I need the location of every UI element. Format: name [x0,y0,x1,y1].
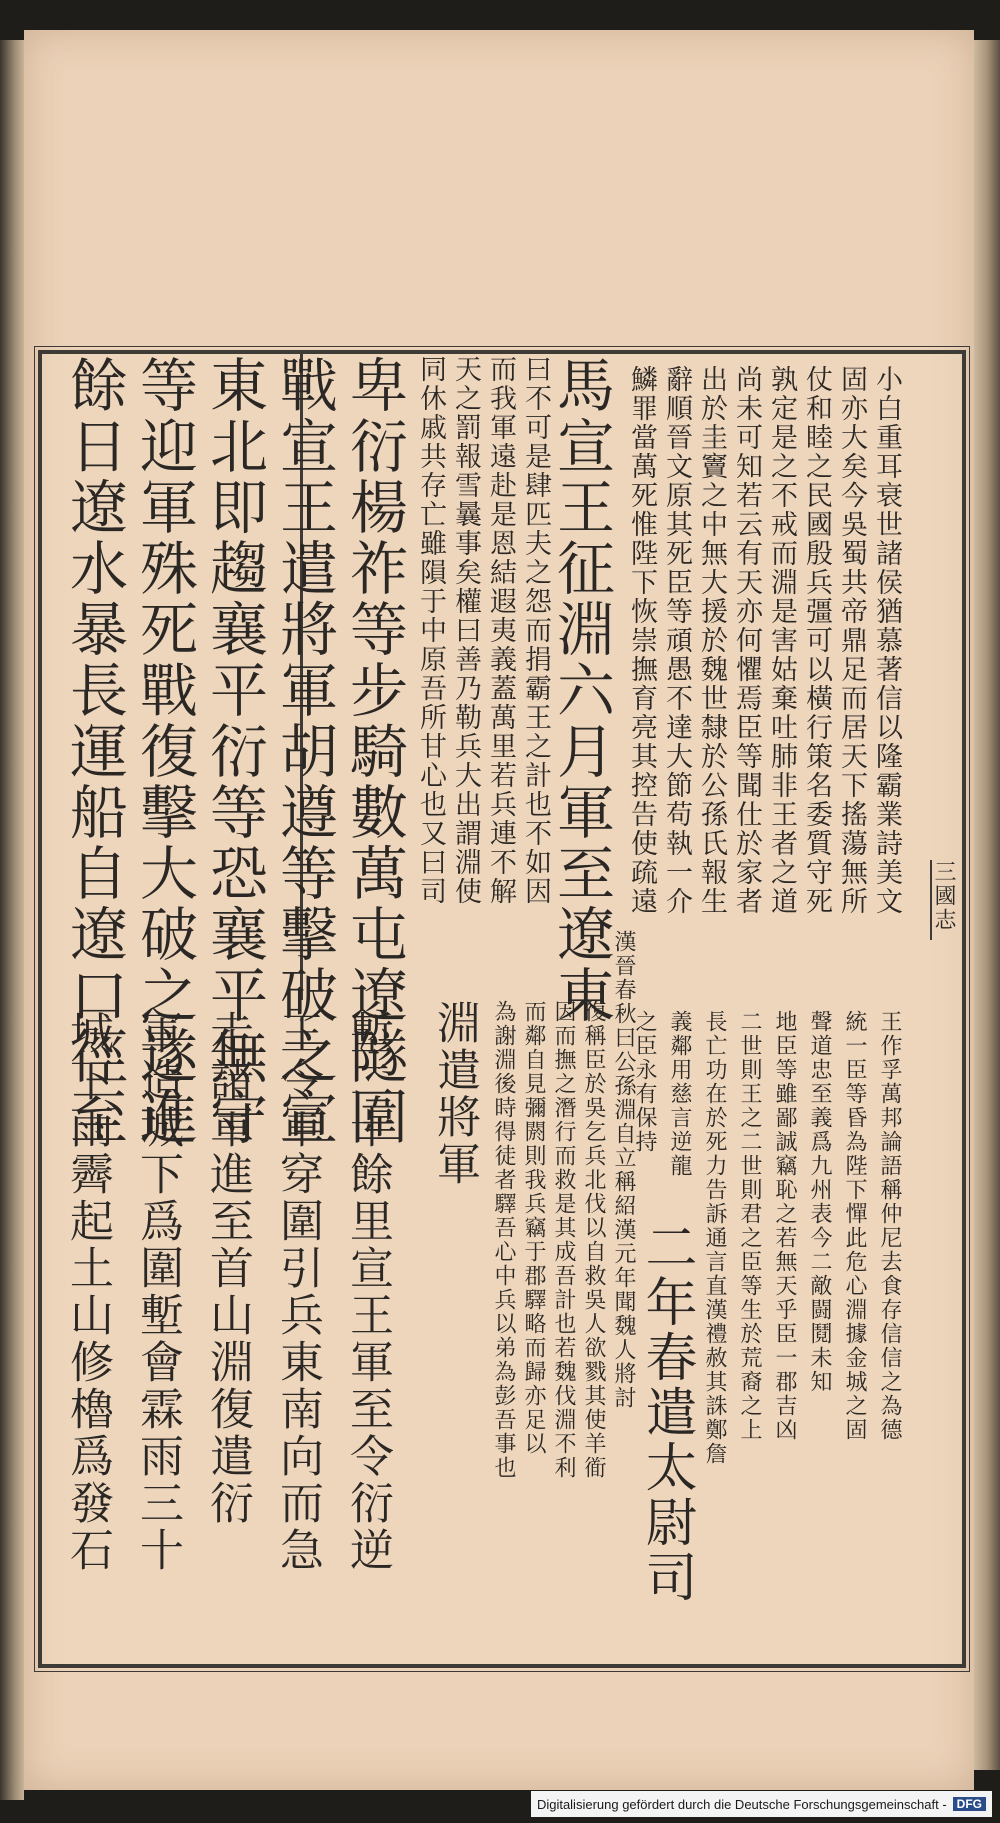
lower-small-column-2: 統一臣等昏為陛下憚此危心淵據金城之固 [842,1010,867,1442]
page-edge [974,40,1000,1770]
main-column-4: 天之罰報雪曩事矣權曰善乃勒兵大出謂淵使 [450,355,481,906]
header-column-2: 固亦大矣今吳蜀共帝鼎足而居天下搖蕩無所 [836,365,867,916]
lower-big-column-3: 王令軍穿圍引兵東南向而急 [272,1010,323,1574]
notes-column-2: 復稱臣於吳乞兵北伐以自救吳人欲戮其使羊衜 [581,1000,606,1480]
header-column-4: 孰定是之不戒而淵是害姑棄吐肺非王者之道 [766,365,797,916]
header-column-7: 辭順晉文原其死臣等頑愚不達大節苟執一介 [661,365,692,916]
main-column-8: 東北即趨襄平衍等恐襄平無守 [200,355,268,1148]
main-column-3: 而我軍遠赴是恩結遐夷義蓋萬里若兵連不解 [485,355,516,906]
lower-small-column-8: 之臣永有保持 [632,1010,657,1154]
main-column-7: 戰宣王遣將軍胡遵等擊破之宣 [270,355,338,1148]
notes-column-5: 為謝淵後時得徒者驛吾心中兵以弟為彭吾事也 [491,1000,516,1480]
header-column-5: 尚未可知若云有天亦何懼焉臣等聞仕於家者 [731,365,762,916]
main-column-5: 同休戚共存亡雖隕于中原吾所甘心也又曰司 [415,355,446,906]
main-column-6: 卑衍楊祚等步騎數萬屯遼隧圍 [340,355,408,1148]
lower-small-column-7: 義鄰用慈言逆龍 [667,1010,692,1178]
lower-big-column-4: 走諸軍進至首山淵復遣衍 [202,1010,253,1527]
sheet-margin-mark [930,860,972,940]
lower-big-column-5: 軍造城下爲圍塹會霖雨三十 [132,1010,183,1574]
lower-small-column-3: 聲道忠至義爲九州表今二敵闘鬩未知 [807,1010,832,1394]
sheet-mark-text: 三國志 [931,860,956,932]
digitization-credit [531,1791,992,1817]
credit-text: Digitalisierung gefördert durch die Deutsche Forschungsgemeinschaft - [536,1796,947,1812]
lower-small-column-1: 王作孚萬邦論語稱仲尼去食存信信之為德 [877,1010,902,1442]
notes-column-6: 淵遣將軍 [429,1000,480,1188]
dfg-logo: DFG [953,1797,986,1811]
main-column-10: 餘日遼水暴長運船自遼口徑至 [60,355,128,1148]
header-column-8: 鱗罪當萬死惟陛下恢崇撫育亮其控告使疏遠 [626,365,657,916]
notes-column-1: 漢晉春秋曰公孫淵自立稱紹漢元年聞魏人將討 [611,930,636,1410]
main-column-9: 等迎軍殊死戰復擊大破之遂進 [130,355,198,1148]
notes-column-4: 而鄰自見彌閼則我兵竊于郡驛略而歸亦足以 [521,1000,546,1456]
main-column-1: 馬宣王征淵六月軍至遼東 [547,355,615,1026]
lower-big-column-6: 城下雨霽起土山修櫓爲發石 [62,1010,113,1574]
lower-small-column-4: 地臣等雖鄙誠竊恥之若無天乎臣一郡吉凶 [772,1010,797,1442]
lower-small-column-6: 長亡功在於死力告訴通言直漢禮赦其誅鄭詹 [702,1010,727,1466]
header-column-3: 仗和睦之民國殷兵彊可以橫行策名委質守死 [801,365,832,916]
main-column-2: 曰不可是肆匹夫之怨而捐霸王之計也不如因 [520,355,551,906]
lower-big-column-2: 塹二十餘里宣王軍至令衍逆 [342,1010,393,1574]
notes-column-3: 因而撫之潛行而救是其成吾計也若魏伐淵不利 [551,1000,576,1480]
book-spine [0,40,24,1800]
header-column-1: 小白重耳衰世諸侯猶慕著信以隆霸業詩美文 [871,365,902,916]
lower-big-column-1: 二年春遣太尉司 [636,1220,696,1605]
header-column-6: 出於圭竇之中無大援於魏世隸於公孫氏報生 [696,365,727,916]
lower-small-column-5: 二世則王之二世則君之臣等生於荒裔之上 [737,1010,762,1442]
